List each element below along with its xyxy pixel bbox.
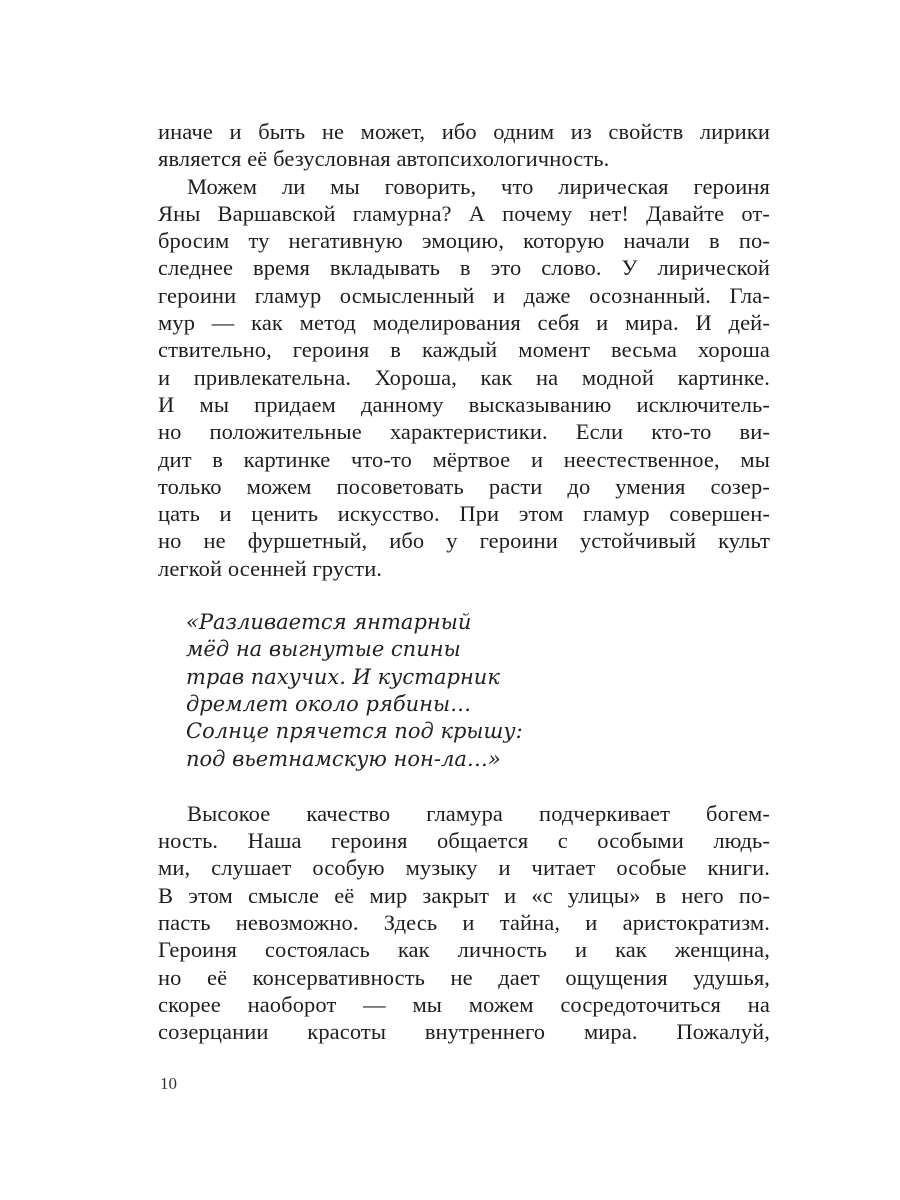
text-line: пасть невозможно. Здесь и тайна, и аристократизм.	[158, 910, 770, 936]
text-line: но положительные характеристики. Если кто-то ви-	[158, 419, 770, 445]
page-number: 10	[160, 1074, 177, 1093]
verse-line: «Разливается янтарный	[186, 610, 472, 635]
paragraph-3	[158, 800, 770, 1046]
text-line: следнее время вкладывать в это слово. У лирической	[158, 255, 770, 281]
text-line: является её безусловная автопсихологичность.	[158, 146, 610, 172]
text-line: цать и ценить искусство. При этом гламур совершен-	[158, 501, 770, 527]
verse-line: мёд на выгнутые спины	[186, 637, 461, 662]
text-line: но не фуршетный, ибо у героини устойчивый культ	[158, 528, 770, 554]
text-line: Можем ли мы говорить, что лирическая героиня	[187, 173, 770, 199]
text-line: только можем посоветовать расти до умения созер-	[158, 473, 770, 499]
text-line: ми, слушает особую музыку и читает особые книги.	[158, 855, 770, 881]
page-body	[158, 118, 770, 1046]
text-line: И мы придаем данному высказыванию исключитель-	[158, 391, 770, 417]
verse-line: Солнце прячется под крышу:	[186, 719, 523, 744]
text-line: мур — как метод моделирования себя и мира. И дей-	[158, 310, 770, 336]
verse-line: трав пахучих. И кустарник	[186, 664, 500, 689]
text-line: дит в картинке что-то мёртвое и неестественное, мы	[158, 446, 770, 472]
spacer	[158, 773, 770, 800]
paragraph-2	[158, 173, 770, 582]
text-line: скорее наоборот — мы можем сосредоточиться на	[158, 991, 770, 1017]
text-line: ствительно, героиня в каждый момент весьма хороша	[158, 337, 770, 363]
spacer	[158, 582, 770, 609]
text-line: но её консервативность не дает ощущения удушья,	[158, 964, 770, 990]
text-line: героини гламур осмысленный и даже осознанный. Гла-	[158, 282, 770, 308]
verse-quote	[158, 609, 770, 773]
text-line: Высокое качество гламура подчеркивает богем-	[187, 800, 770, 826]
verse-line: под вьетнамскую нон-ла…»	[186, 746, 501, 771]
text-line: Героиня состоялась как личность и как женщина,	[158, 937, 770, 963]
text-line: созерцании красоты внутреннего мира. Пожалуй,	[158, 1019, 770, 1045]
text-line: Яны Варшавской гламурна? А почему нет! Давайте от-	[158, 200, 770, 226]
text-line: и привлекательна. Хороша, как на модной картинке.	[158, 364, 770, 390]
verse-line: дремлет около рябины…	[186, 691, 472, 716]
text-line: легкой осенней грусти.	[158, 555, 383, 581]
text-line: бросим ту негативную эмоцию, которую начали в по-	[158, 228, 770, 254]
text-line: ность. Наша героиня общается с особыми людь-	[158, 828, 770, 854]
text-line: иначе и быть не может, ибо одним из свойств лирики	[158, 119, 770, 144]
text-line: В этом смысле её мир закрыт и «с улицы» в него по-	[158, 882, 770, 908]
paragraph-1	[158, 118, 770, 173]
